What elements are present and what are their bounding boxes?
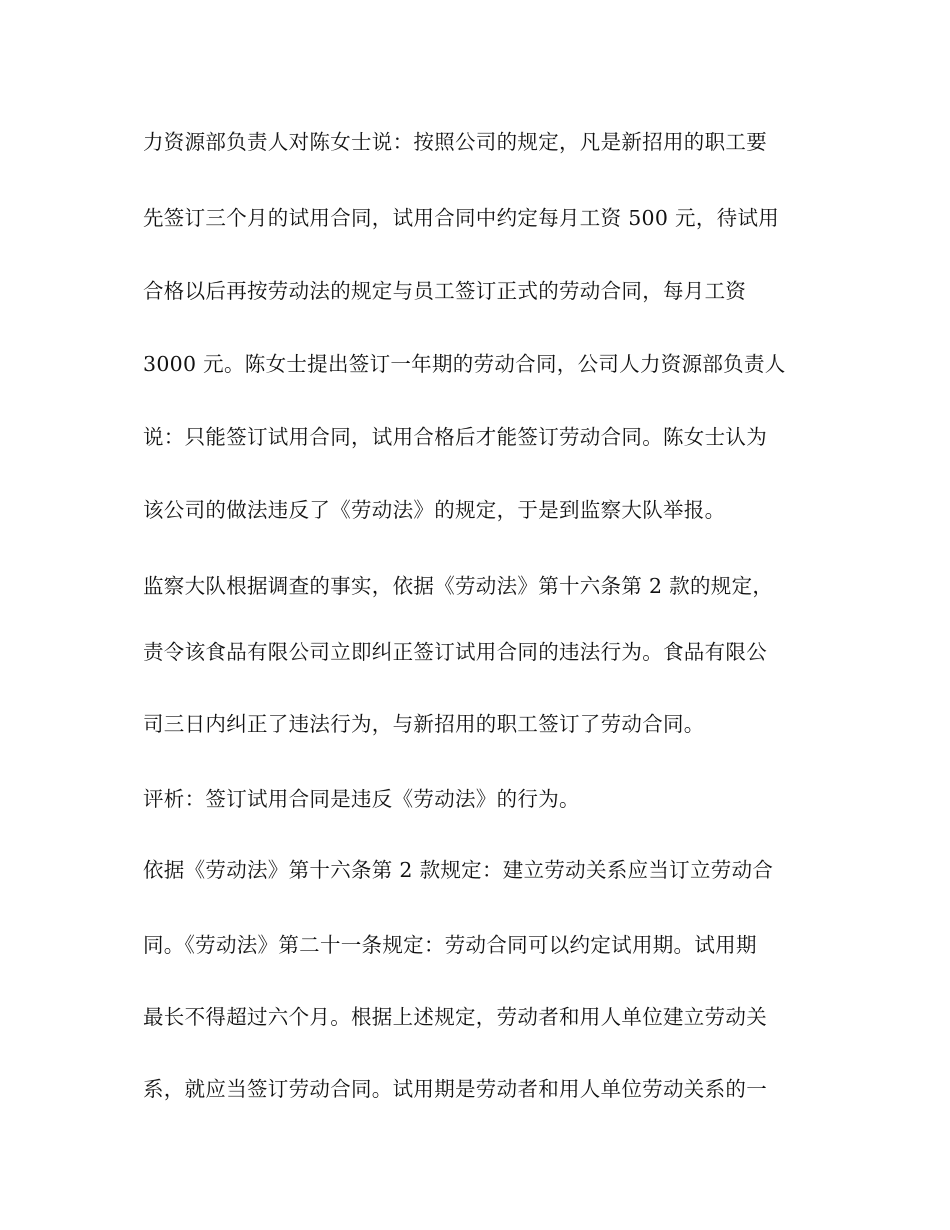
paragraph-line: 最长不得超过六个月。根据上述规定，劳动者和用人单位建立劳动关 bbox=[143, 1005, 767, 1029]
paragraph-line: 说：只能签订试用合同，试用合格后才能签订劳动合同。陈女士认为 bbox=[143, 425, 767, 449]
paragraph-line: 系，就应当签订劳动合同。试用期是劳动者和用人单位劳动关系的一 bbox=[143, 1077, 767, 1101]
paragraph-line: 力资源部负责人对陈女士说：按照公司的规定，凡是新招用的职工要 bbox=[143, 130, 767, 154]
paragraph-line: 评析：签订试用合同是违反《劳动法》的行为。 bbox=[143, 787, 580, 811]
paragraph-line: 3000 元。陈女士提出签订一年期的劳动合同，公司人力资源部负责人 bbox=[143, 352, 786, 376]
paragraph-line: 责令该食品有限公司立即纠正签订试用合同的违法行为。食品有限公 bbox=[143, 640, 767, 664]
paragraph-line: 该公司的做法违反了《劳动法》的规定，于是到监察大队举报。 bbox=[143, 498, 726, 522]
paragraph-line: 依据《劳动法》第十六条第 2 款规定：建立劳动关系应当订立劳动合 bbox=[143, 858, 774, 882]
paragraph-line: 合格以后再按劳动法的规定与员工签订正式的劳动合同，每月工资 bbox=[143, 279, 747, 303]
paragraph-line: 监察大队根据调查的事实，依据《劳动法》第十六条第 2 款的规定， bbox=[143, 574, 774, 598]
paragraph-line: 司三日内纠正了违法行为，与新招用的职工签订了劳动合同。 bbox=[143, 712, 705, 736]
paragraph-line: 先签订三个月的试用合同，试用合同中约定每月工资 500 元，待试用 bbox=[143, 206, 780, 230]
paragraph-line: 同。《劳动法》第二十一条规定：劳动合同可以约定试用期。试用期 bbox=[143, 933, 757, 957]
